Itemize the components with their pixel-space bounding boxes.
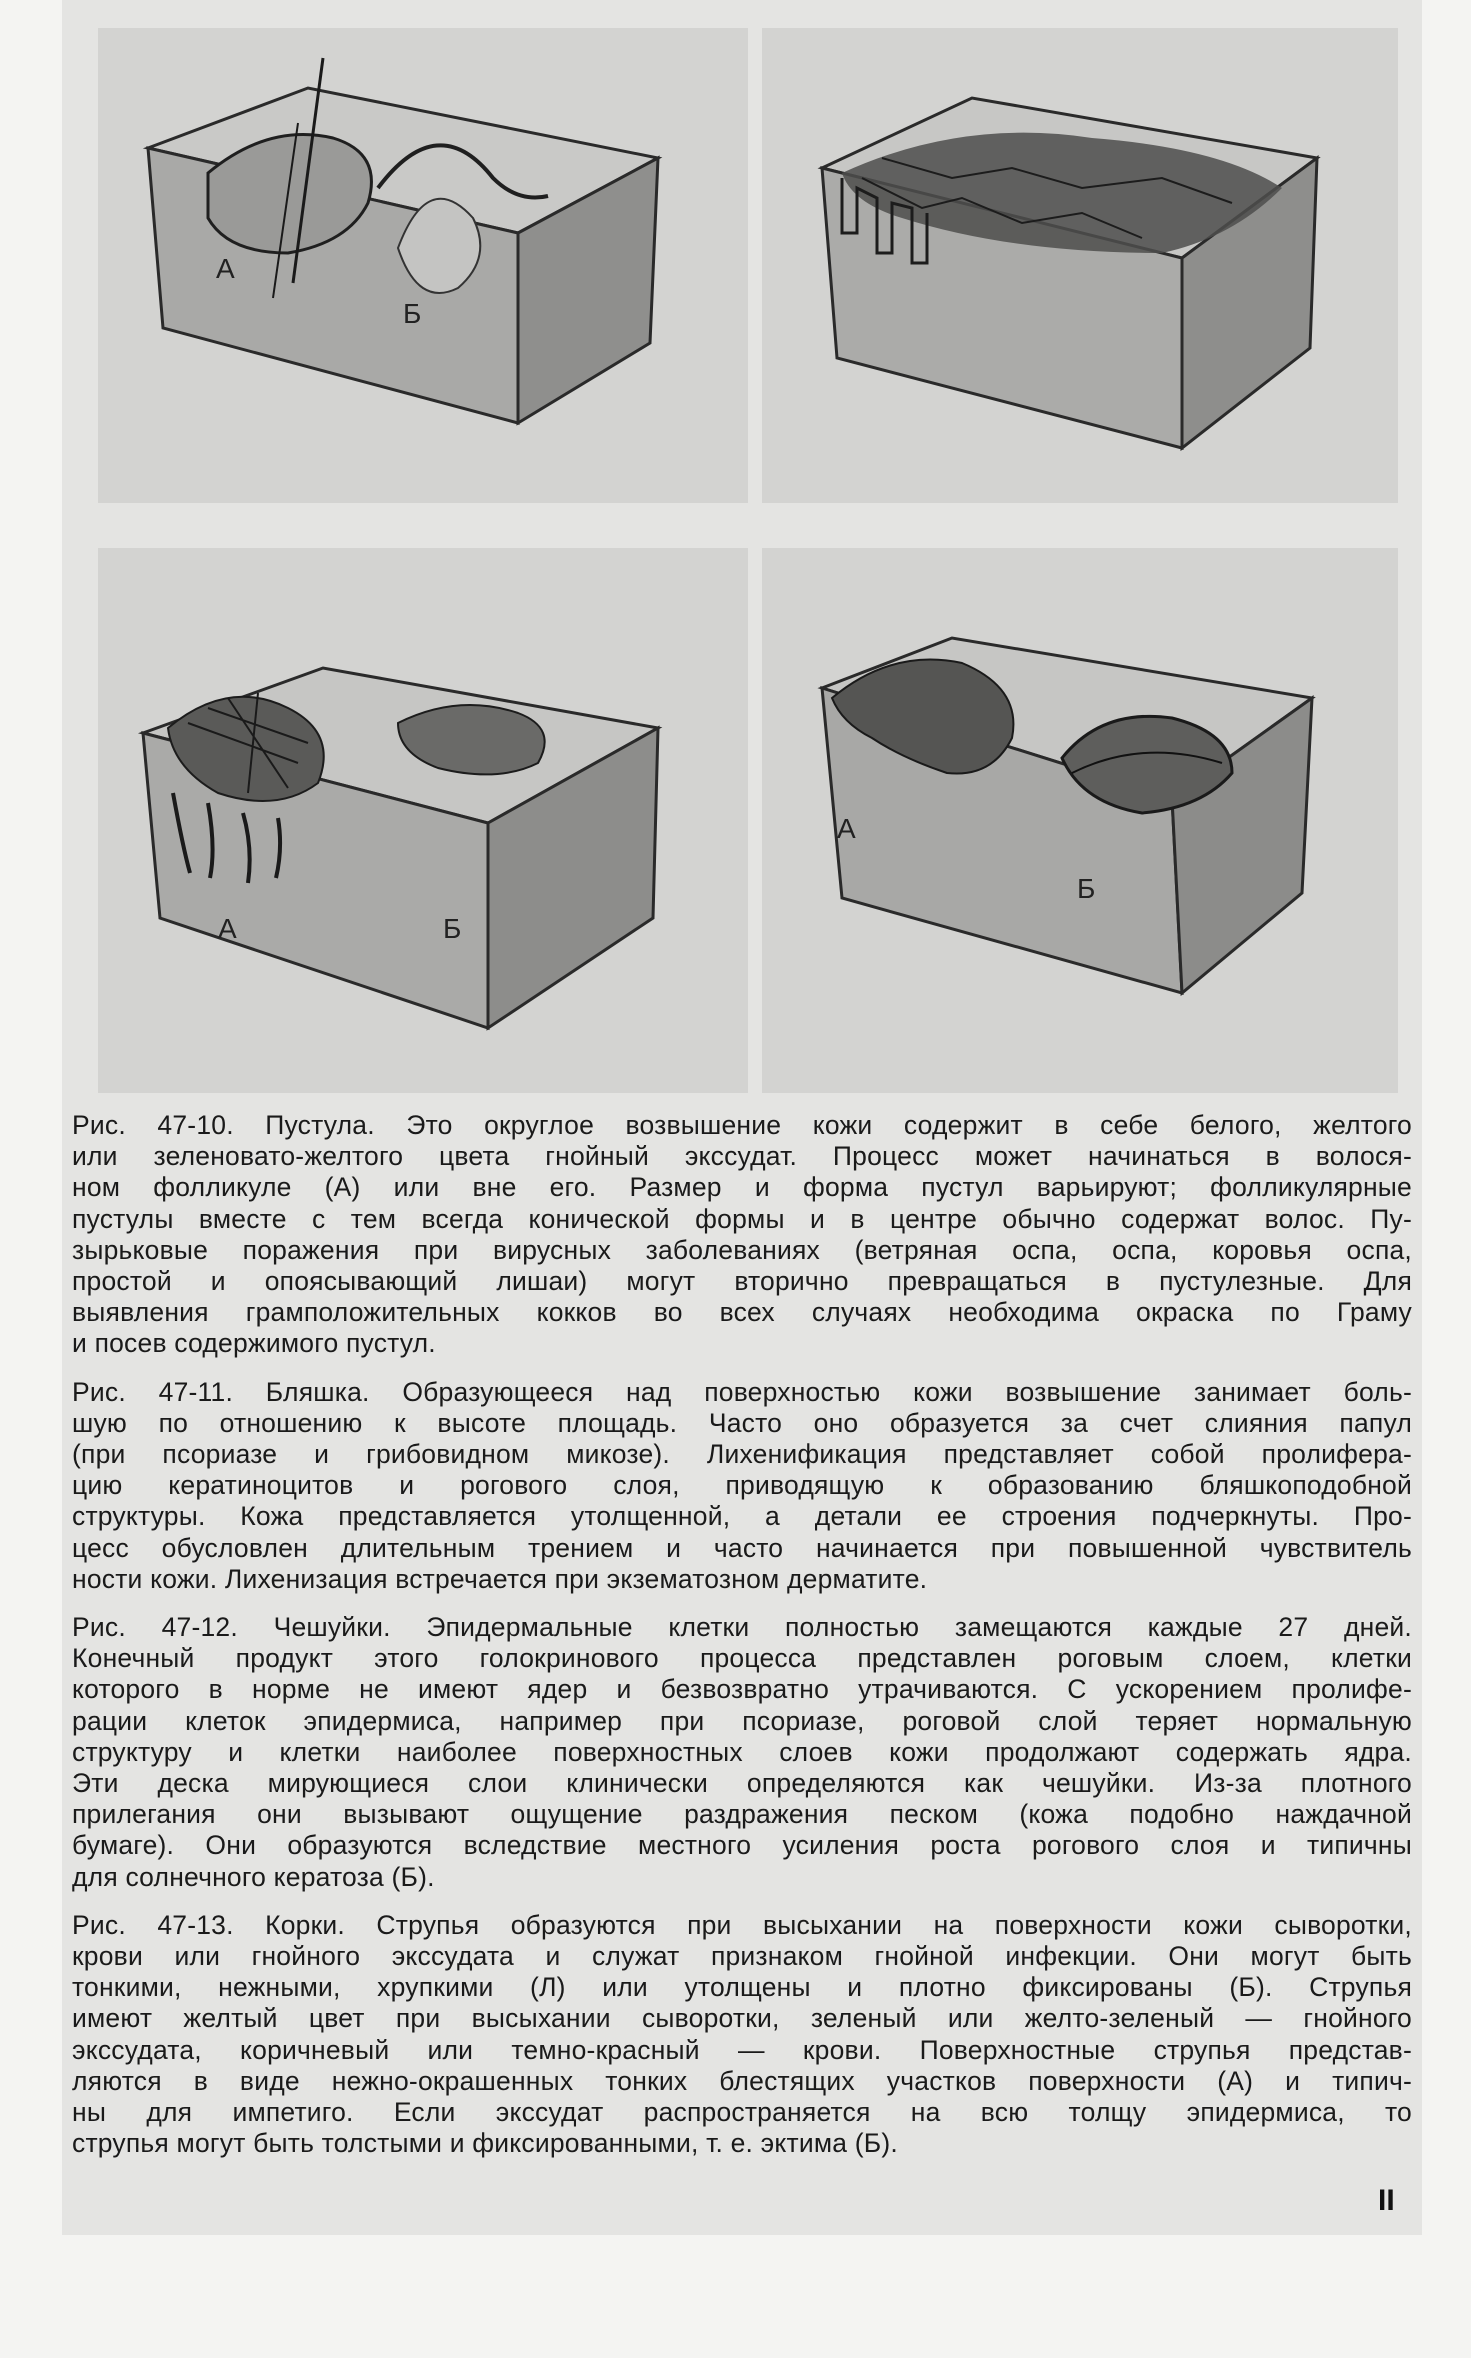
caption-line: ном фолликуле (А) или вне его. Размер и форма пустул варьируют; фолликулярные — [72, 1172, 1412, 1203]
caption-line: ности кожи. Лихенизация встречается при экзематозном дерматите. — [72, 1563, 928, 1594]
caption-line: крови или гнойного экссудата и служат признаком гнойной инфекции. Они могут быть — [72, 1941, 1412, 1972]
caption-fig-47-12 — [72, 1612, 1412, 1893]
caption-line: цесс обусловлен длительным трением и часто начинается при повышенной чувствитель — [72, 1532, 1412, 1563]
caption-line: выявления грамположительных кокков во всех случаях необходима окраска по Граму — [72, 1297, 1412, 1328]
caption-line: Эти деска мирующиеся слои клинически определяются как чешуйки. Из-за плотного — [72, 1768, 1412, 1799]
caption-line: для солнечного кератоза (Б). — [72, 1861, 435, 1892]
figure-pustule — [98, 28, 748, 503]
caption-line: Рис. 47-12. Чешуйки. Эпидермальные клетки полностью замещаются каждые 27 дней. — [72, 1612, 1412, 1643]
figure-label-b: Б — [403, 298, 422, 329]
caption-line: структуры. Кожа представляется утолщенной, а детали ее строения подчеркнуты. Про- — [72, 1501, 1412, 1532]
page-mark: II — [1378, 2184, 1395, 2217]
caption-line: прилегания они вызывают ощущение раздражения песком (кожа подобно наждачной — [72, 1799, 1412, 1830]
figure-label-a: А — [837, 813, 856, 844]
caption-fig-47-11 — [72, 1377, 1412, 1595]
caption-line: шую по отношению к высоте площадь. Часто оно образуется за счет слияния папул — [72, 1407, 1412, 1438]
figure-label-b: Б — [1077, 873, 1096, 904]
caption-fig-47-10 — [72, 1110, 1412, 1360]
caption-line: рации клеток эпидермиса, например при псориазе, роговой слой теряет нормальную — [72, 1705, 1412, 1736]
caption-line: цию кератиноцитов и рогового слоя, приводящую к образованию бляшкоподобной — [72, 1470, 1412, 1501]
caption-line: которого в норме не имеют ядер и безвозвратно утрачиваются. С ускорением пролифе- — [72, 1674, 1412, 1705]
pustule-illustration — [98, 28, 748, 503]
caption-line: Рис. 47-10. Пустула. Это округлое возвышение кожи содержит в себе белого, желтого — [72, 1110, 1412, 1140]
caption-line: струпья могут быть толстыми и фиксированными, т. е. эктима (Б). — [72, 2128, 898, 2159]
caption-line: экссудата, коричневый или темно-красный — крови. Поверхностные струпья представ- — [72, 2034, 1412, 2065]
caption-line: бумаге). Они образуются вследствие местного усиления роста рогового слоя и типичны — [72, 1830, 1412, 1861]
caption-line: ляются в виде нежно-окрашенных тонких блестящих участков поверхности (А) и типич- — [72, 2065, 1412, 2096]
figure-label-b: Б — [443, 913, 462, 944]
caption-line: или зеленовато-желтого цвета гнойный экссудат. Процесс может начинаться в волося- — [72, 1141, 1412, 1172]
caption-fig-47-13 — [72, 1910, 1412, 2160]
caption-line: Рис. 47-11. Бляшка. Образующееся над поверхностью кожи возвышение занимает боль- — [72, 1376, 1412, 1407]
caption-line: структуру и клетки наиболее поверхностных слоев кожи продолжают содержать ядра. — [72, 1736, 1412, 1767]
plaque-illustration — [762, 28, 1398, 503]
figure-label-a: А — [218, 913, 237, 944]
caption-line: ны для импетиго. Если экссудат распространяется на всю толщу эпидермиса, то — [72, 2097, 1412, 2128]
captions-block — [72, 1110, 1412, 2177]
caption-line: Рис. 47-13. Корки. Струпья образуются при высыхании на поверхности кожи сыворотки, — [72, 1909, 1412, 1940]
figure-scales — [98, 548, 748, 1093]
caption-line: Конечный продукт этого голокринового процесса представлен роговым слоем, клетки — [72, 1643, 1412, 1674]
crusts-illustration — [762, 548, 1398, 1093]
caption-line: тонкими, нежными, хрупкими (Л) или утолщены и плотно фиксированы (Б). Струпья — [72, 1972, 1412, 2003]
caption-line: имеют желтый цвет при высыхании сыворотки, зеленый или желто-зеленый — гнойного — [72, 2003, 1412, 2034]
figure-crusts — [762, 548, 1398, 1093]
caption-line: пустулы вместе с тем всегда конической формы и в центре обычно содержат волос. Пу- — [72, 1203, 1412, 1234]
caption-line: (при псориазе и грибовидном микозе). Лихенификация представляет собой пролифера- — [72, 1439, 1412, 1470]
scales-illustration — [98, 548, 748, 1093]
caption-line: и посев содержимого пустул. — [72, 1328, 436, 1359]
figure-plaque — [762, 28, 1398, 503]
caption-line: зырьковые поражения при вирусных заболеваниях (ветряная оспа, оспа, коровья оспа, — [72, 1234, 1412, 1265]
figure-label-a: А — [216, 253, 235, 284]
caption-line: простой и опоясывающий лишаи) могут вторично превращаться в пустулезные. Для — [72, 1266, 1412, 1297]
